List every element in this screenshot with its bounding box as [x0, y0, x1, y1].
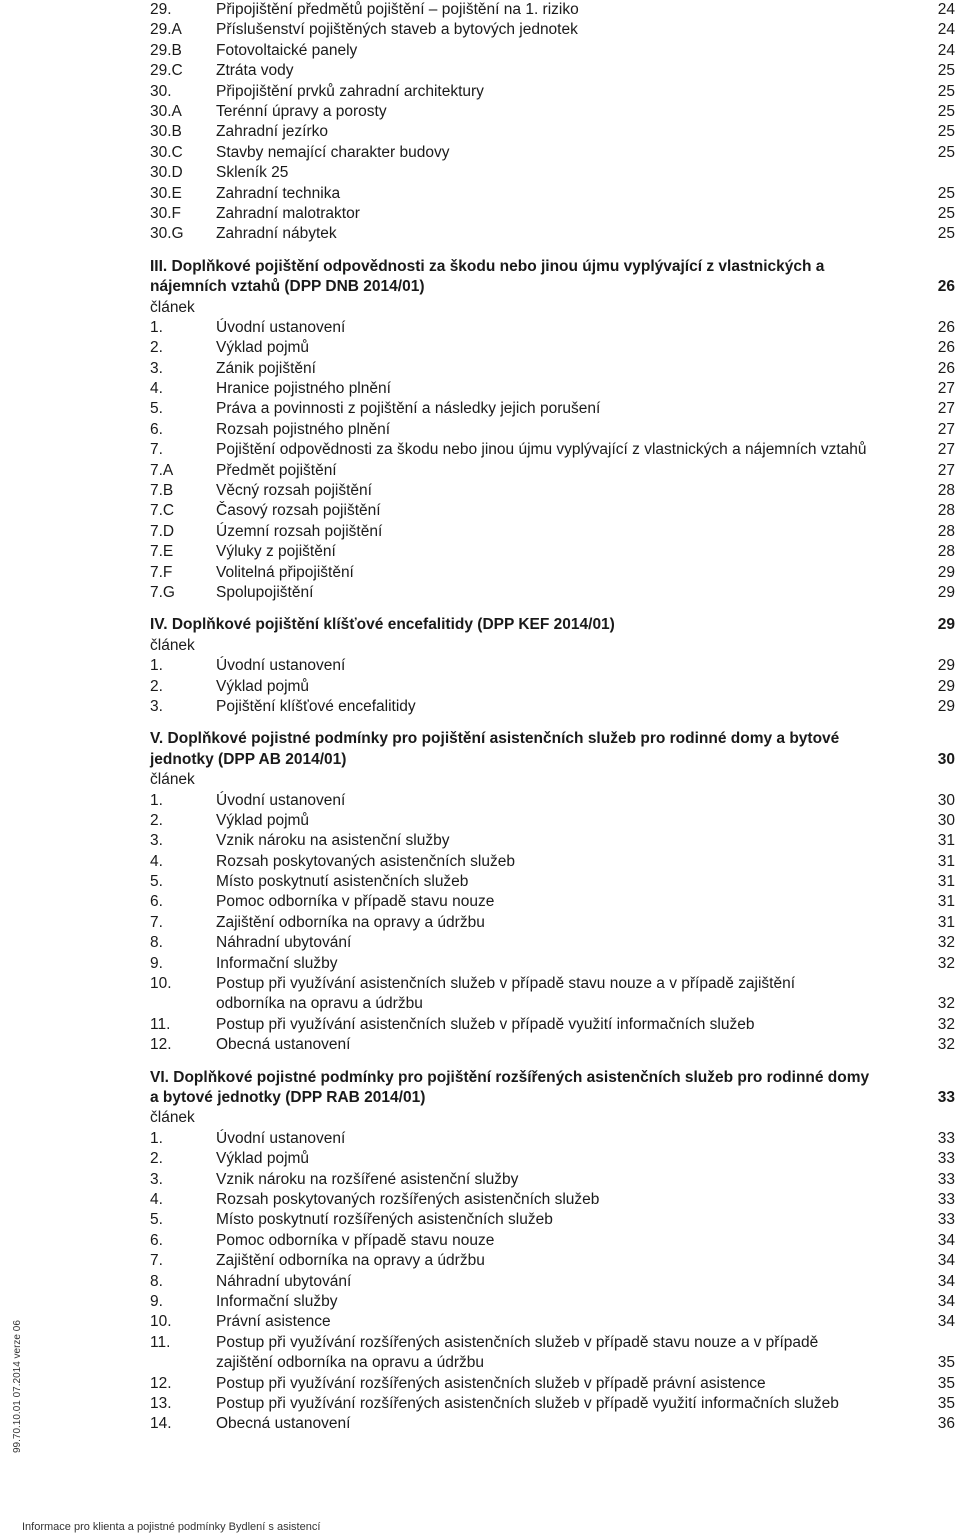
article-label: článek	[150, 771, 195, 789]
toc-entry[interactable]	[150, 61, 955, 81]
entry-number: 7.	[150, 1252, 163, 1270]
entry-title: Skleník 25	[216, 164, 289, 182]
entry-title: Místo poskytnutí rozšířených asistenčních služeb	[216, 1211, 553, 1229]
entry-page-number: 31	[937, 873, 955, 891]
entry-number: 9.	[150, 954, 163, 972]
entry-number: 12.	[150, 1036, 172, 1054]
toc-entry[interactable]	[150, 791, 955, 811]
entry-number: 29.A	[150, 21, 182, 39]
entry-number: 3.	[150, 359, 163, 377]
entry-title: Připojištění prvků zahradní architektury	[216, 82, 484, 100]
entry-title: Postup při využívání asistenčních služeb v případě stavu nouze a v případě zajištění odborníka na opravu a údržbu	[216, 975, 795, 1013]
entry-number: 12.	[150, 1374, 172, 1392]
entry-title: Zajištění odborníka na opravy a údržbu	[216, 1252, 485, 1270]
entry-page-number: 35	[937, 1374, 955, 1392]
entry-page-number: 25	[937, 62, 955, 80]
entry-number: 9.	[150, 1292, 163, 1310]
toc-entry[interactable]	[150, 697, 955, 717]
entry-title: Předmět pojištění	[216, 461, 337, 479]
section-page-number: 26	[937, 278, 955, 296]
entry-page-number: 26	[937, 318, 955, 336]
entry-number: 30.F	[150, 204, 182, 222]
toc-entry[interactable]	[150, 440, 955, 460]
toc-entry[interactable]	[150, 184, 955, 204]
article-label: článek	[150, 298, 195, 316]
toc-entry[interactable]	[150, 542, 955, 562]
toc-entry[interactable]	[150, 1312, 955, 1332]
toc-entry[interactable]	[150, 1333, 955, 1374]
entry-title: Zahradní malotraktor	[216, 204, 360, 222]
toc-entry[interactable]	[150, 1374, 955, 1394]
toc-entry[interactable]	[150, 1231, 955, 1251]
entry-title: Pomoc odborníka v případě stavu nouze	[216, 1231, 495, 1249]
entry-page-number: 29	[937, 583, 955, 601]
entry-page-number: 33	[937, 1191, 955, 1208]
entry-title: Právní asistence	[216, 1313, 331, 1331]
entry-number: 30.A	[150, 102, 182, 120]
entry-page-number: 27	[937, 380, 955, 398]
entry-number: 14.	[150, 1415, 172, 1433]
toc-entry[interactable]	[150, 359, 955, 379]
document-code: 99.70.10.01 07.2014 verze 06	[12, 1320, 23, 1453]
entry-page-number: 34	[937, 1231, 955, 1249]
entry-title: Místo poskytnutí asistenčních služeb	[216, 873, 469, 891]
entry-page-number: 32	[937, 954, 955, 972]
entry-number: 4.	[150, 380, 163, 398]
entry-number: 11.	[150, 1015, 171, 1033]
entry-number: 7.D	[150, 522, 175, 540]
entry-page-number: 35	[937, 1394, 955, 1412]
entry-title: Rozsah pojistného plnění	[216, 420, 391, 438]
entry-page-number: 29	[937, 677, 955, 695]
entry-title: Hranice pojistného plnění	[216, 380, 391, 398]
entry-title: Informační služby	[216, 1292, 338, 1310]
entry-title: Obecná ustanovení	[216, 1036, 351, 1054]
section-heading[interactable]	[150, 615, 955, 635]
entry-number: 8.	[150, 934, 163, 952]
toc-entry[interactable]	[150, 1292, 955, 1312]
entry-number: 6.	[150, 420, 163, 438]
entry-title: Věcný rozsah pojištění	[216, 482, 372, 500]
entry-page-number: 33	[937, 1129, 955, 1147]
entry-title: Vznik nároku na asistenční služby	[216, 832, 450, 850]
entry-page-number: 25	[937, 225, 955, 243]
entry-page-number: 35	[937, 1354, 955, 1372]
entry-number: 13.	[150, 1394, 172, 1412]
toc-entry[interactable]	[150, 831, 955, 851]
entry-page-number: 24	[937, 21, 955, 39]
entry-number: 7.C	[150, 502, 175, 520]
entry-title: Příslušenství pojištěných staveb a bytových jednotek	[216, 21, 578, 39]
entry-number: 7.B	[150, 482, 174, 500]
entry-number: 5.	[150, 873, 163, 891]
toc-entry[interactable]	[150, 0, 955, 20]
toc-entry[interactable]	[150, 677, 955, 697]
entry-title: Připojištění předmětů pojištění – pojištění na 1. riziko	[216, 1, 579, 18]
toc-entry[interactable]	[150, 163, 955, 183]
entry-title: Vznik nároku na rozšířené asistenční služby	[216, 1170, 519, 1188]
toc-entry[interactable]	[150, 1414, 955, 1434]
toc-entry[interactable]	[150, 872, 955, 892]
toc-entry[interactable]	[150, 20, 955, 40]
entry-page-number: 25	[937, 82, 955, 100]
entry-number: 1.	[150, 318, 163, 336]
entry-number: 7.F	[150, 563, 173, 581]
entry-title: Zajištění odborníka na opravy a údržbu	[216, 913, 485, 931]
entry-page-number: 31	[937, 893, 955, 911]
toc-entry[interactable]	[150, 563, 955, 583]
entry-number: 30.E	[150, 184, 182, 202]
entry-title: Zánik pojištění	[216, 359, 316, 377]
entry-title: Časový rozsah pojištění	[216, 502, 381, 520]
entry-number: 30.C	[150, 143, 183, 161]
entry-title: Práva a povinnosti z pojištění a následky jejich porušení	[216, 400, 601, 418]
entry-title: Úvodní ustanovení	[216, 1129, 346, 1147]
entry-number: 10.	[150, 975, 172, 993]
article-label: článek	[150, 1109, 195, 1127]
entry-number: 1.	[150, 1129, 163, 1147]
entry-title: Výluky z pojištění	[216, 543, 336, 561]
entry-number: 6.	[150, 1231, 163, 1249]
entry-number: 30.G	[150, 225, 184, 243]
entry-title: Fotovoltaické panely	[216, 41, 358, 59]
entry-page-number: 28	[937, 502, 955, 520]
toc-entry[interactable]	[150, 420, 955, 440]
entry-page-number: 34	[937, 1272, 955, 1290]
page-footer: Informace pro klienta a pojistné podmínky Bydlení s asistencí	[22, 1521, 321, 1533]
entry-number: 7.G	[150, 583, 175, 601]
entry-number: 5.	[150, 400, 163, 418]
entry-page-number: 25	[937, 123, 955, 141]
entry-number: 3.	[150, 697, 163, 715]
entry-title: Územní rozsah pojištění	[216, 522, 383, 540]
entry-page-number: 34	[937, 1313, 955, 1331]
toc-entry[interactable]	[150, 811, 955, 831]
toc-entry[interactable]	[150, 204, 955, 224]
entry-title: Pojištění odpovědnosti za škodu nebo jinou újmu vyplývající z vlastnických a nájemních vztahů	[216, 441, 867, 459]
entry-page-number: 25	[937, 204, 955, 222]
entry-page-number: 34	[937, 1292, 955, 1310]
entry-page-number: 27	[937, 400, 955, 418]
toc-entry[interactable]	[150, 1170, 955, 1190]
section-heading[interactable]	[150, 1068, 955, 1109]
article-label: článek	[150, 636, 195, 654]
entry-page-number: 29	[937, 657, 955, 675]
toc-entry[interactable]	[150, 461, 955, 481]
entry-number: 2.	[150, 1150, 163, 1168]
toc-entry[interactable]	[150, 1190, 955, 1210]
entry-title: Zahradní nábytek	[216, 225, 337, 243]
section-title: V. Doplňkové pojistné podmínky pro pojištění asistenčních služeb pro rodinné domy a bytové jednotky (DPP AB 2014/01)	[150, 730, 840, 768]
table-of-contents	[150, 0, 955, 1435]
entry-page-number: 32	[937, 1015, 955, 1033]
section-page-number: 30	[937, 750, 955, 768]
entry-number: 30.B	[150, 123, 182, 141]
entry-title: Stavby nemající charakter budovy	[216, 143, 450, 161]
entry-page-number: 27	[937, 461, 955, 479]
entry-page-number: 24	[937, 1, 955, 18]
entry-number: 1.	[150, 657, 163, 675]
toc-entry[interactable]	[150, 1210, 955, 1230]
entry-number: 29.	[150, 1, 172, 18]
entry-title: Výklad pojmů	[216, 1150, 310, 1168]
entry-title: Úvodní ustanovení	[216, 657, 346, 675]
toc-entry[interactable]	[150, 82, 955, 102]
toc-entry[interactable]	[150, 1149, 955, 1169]
entry-page-number: 31	[937, 852, 955, 870]
entry-number: 7.	[150, 441, 163, 459]
toc-entry[interactable]	[150, 1251, 955, 1271]
entry-number: 30.	[150, 82, 172, 100]
entry-title: Pomoc odborníka v případě stavu nouze	[216, 893, 495, 911]
toc-entry[interactable]	[150, 501, 955, 521]
entry-title: Náhradní ubytování	[216, 1272, 352, 1290]
entry-page-number: 27	[937, 441, 955, 459]
entry-page-number: 31	[937, 832, 955, 850]
entry-page-number: 28	[937, 482, 955, 500]
entry-page-number: 30	[937, 791, 955, 809]
toc-entry[interactable]	[150, 933, 955, 953]
entry-number: 3.	[150, 1170, 163, 1188]
toc-entry[interactable]	[150, 1015, 955, 1035]
entry-number: 7.	[150, 913, 163, 931]
entry-page-number: 25	[937, 102, 955, 120]
entry-number: 29.B	[150, 41, 182, 59]
entry-page-number: 29	[937, 697, 955, 715]
toc-entry[interactable]	[150, 1272, 955, 1292]
entry-title: Úvodní ustanovení	[216, 791, 346, 809]
toc-entry[interactable]	[150, 338, 955, 358]
entry-number: 11.	[150, 1333, 171, 1351]
entry-title: Postup při využívání rozšířených asistenčních služeb v případě právní asistence	[216, 1374, 766, 1392]
entry-page-number: 24	[937, 41, 955, 59]
entry-title: Výklad pojmů	[216, 677, 310, 695]
entry-number: 4.	[150, 1191, 163, 1208]
toc-entry[interactable]	[150, 954, 955, 974]
toc-entry[interactable]	[150, 656, 955, 676]
toc-entry[interactable]	[150, 379, 955, 399]
entry-title: Ztráta vody	[216, 62, 294, 80]
section-title: III. Doplňkové pojištění odpovědnosti za škodu nebo jinou újmu vyplývající z vlastnických a nájemních vztahů (DPP DNB 2014/01)	[150, 257, 825, 296]
toc-entry[interactable]	[150, 399, 955, 419]
entry-number: 2.	[150, 811, 163, 829]
entry-page-number: 30	[937, 811, 955, 829]
entry-title: Výklad pojmů	[216, 811, 310, 829]
section-title: VI. Doplňkové pojistné podmínky pro pojištění rozšířených asistenčních služeb pro rodinné domy a bytové jednotky (DPP RAB 2014/01)	[150, 1068, 870, 1107]
entry-page-number: 32	[937, 1036, 955, 1054]
toc-entry[interactable]	[150, 583, 955, 603]
entry-title: Postup při využívání rozšířených asistenčních služeb v případě využití informačních služeb	[216, 1394, 839, 1412]
toc-entry[interactable]	[150, 1394, 955, 1414]
entry-number: 30.D	[150, 164, 183, 182]
entry-page-number: 32	[937, 995, 955, 1013]
entry-page-number: 36	[937, 1415, 955, 1433]
entry-page-number: 29	[937, 563, 955, 581]
toc-entry[interactable]	[150, 1035, 955, 1055]
toc-entry[interactable]	[150, 122, 955, 142]
entry-page-number: 26	[937, 359, 955, 377]
toc-entry[interactable]	[150, 522, 955, 542]
entry-title: Postup při využívání rozšířených asistenčních služeb v případě stavu nouze a v případě zajištění odborníka na opravu a údržbu	[216, 1333, 819, 1372]
toc-entry[interactable]	[150, 224, 955, 244]
entry-title: Rozsah poskytovaných asistenčních služeb	[216, 852, 515, 870]
toc-entry[interactable]	[150, 102, 955, 122]
entry-number: 8.	[150, 1272, 163, 1290]
toc-entry[interactable]	[150, 481, 955, 501]
entry-number: 1.	[150, 791, 163, 809]
entry-page-number: 25	[937, 184, 955, 202]
section-title: IV. Doplňkové pojištění klíšťové encefalitidy (DPP KEF 2014/01)	[150, 616, 615, 634]
entry-number: 2.	[150, 339, 163, 357]
entry-title: Zahradní technika	[216, 184, 341, 202]
toc-entry[interactable]	[150, 318, 955, 338]
entry-title: Náhradní ubytování	[216, 934, 352, 952]
entry-title: Výklad pojmů	[216, 339, 310, 357]
entry-title: Informační služby	[216, 954, 338, 972]
toc-entry[interactable]	[150, 974, 955, 1015]
toc-entry[interactable]	[150, 1129, 955, 1149]
entry-page-number: 33	[937, 1150, 955, 1168]
entry-title: Spolupojištění	[216, 583, 314, 601]
entry-number: 7.A	[150, 461, 174, 479]
entry-number: 6.	[150, 893, 163, 911]
entry-page-number: 26	[937, 339, 955, 357]
entry-page-number: 28	[937, 543, 955, 561]
toc-entry[interactable]	[150, 41, 955, 61]
entry-number: 5.	[150, 1211, 163, 1229]
entry-title: Rozsah poskytovaných rozšířených asistenčních služeb	[216, 1191, 600, 1208]
entry-title: Postup při využívání asistenčních služeb v případě využití informačních služeb	[216, 1015, 755, 1033]
entry-title: Volitelná připojištění	[216, 563, 354, 581]
entry-page-number: 34	[937, 1252, 955, 1270]
entry-number: 4.	[150, 852, 163, 870]
entry-page-number: 25	[937, 143, 955, 161]
entry-number: 7.E	[150, 543, 174, 561]
entry-title: Úvodní ustanovení	[216, 318, 346, 336]
entry-title: Pojištění klíšťové encefalitidy	[216, 697, 416, 715]
section-heading[interactable]	[150, 257, 955, 298]
toc-entry[interactable]	[150, 852, 955, 872]
toc-entry[interactable]	[150, 143, 955, 163]
entry-page-number: 33	[937, 1211, 955, 1229]
entry-title: Zahradní jezírko	[216, 123, 328, 141]
entry-page-number: 33	[937, 1170, 955, 1188]
toc-entry[interactable]	[150, 913, 955, 933]
entry-number: 2.	[150, 677, 163, 695]
entry-page-number: 32	[937, 934, 955, 952]
entry-title: Obecná ustanovení	[216, 1415, 351, 1433]
entry-page-number: 27	[937, 420, 955, 438]
section-page-number: 33	[937, 1089, 955, 1107]
entry-page-number: 31	[937, 913, 955, 931]
entry-title: Terénní úpravy a porosty	[216, 102, 387, 120]
entry-number: 10.	[150, 1313, 172, 1331]
toc-entry[interactable]	[150, 892, 955, 912]
section-heading[interactable]	[150, 729, 955, 770]
entry-number: 29.C	[150, 62, 183, 80]
entry-number: 3.	[150, 832, 163, 850]
section-page-number: 29	[937, 616, 955, 634]
entry-page-number: 28	[937, 522, 955, 540]
